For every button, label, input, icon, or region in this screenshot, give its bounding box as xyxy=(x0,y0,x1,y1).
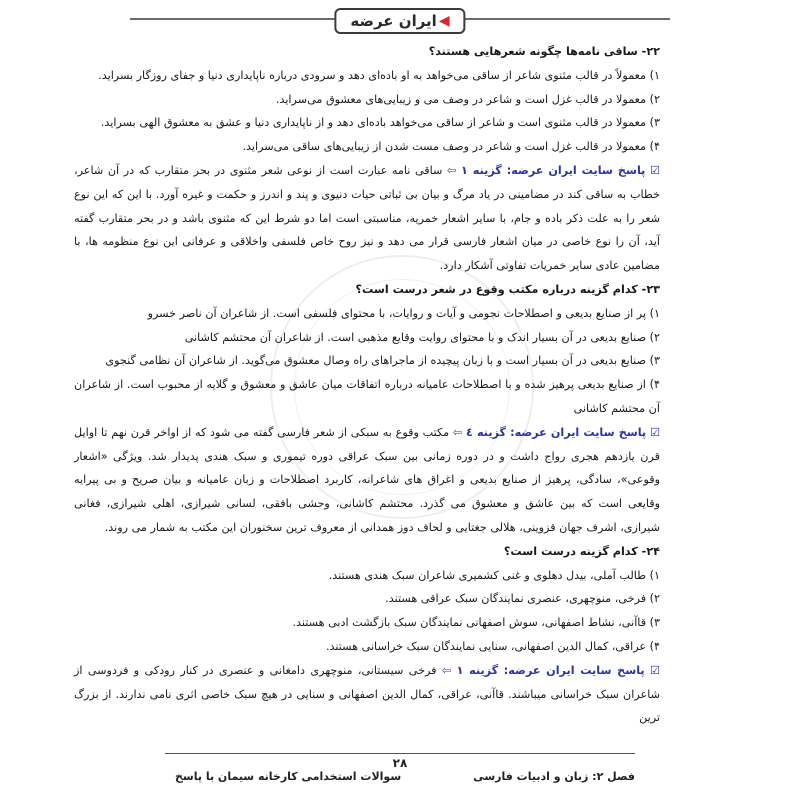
checkbox-icon: ☑ xyxy=(649,425,660,439)
option: ۴) از صنایع بدیعی پرهیز شده و با اصطلاحات عامیانه درباره اتفاقات میان عاشق و معشوق و گلایه از محبوب است. از شاعران آن محتشم کاشانی xyxy=(74,378,660,415)
arrow-left-icon: ⇦ xyxy=(447,163,457,177)
option: ۲) صنایع بدیعی در آن بسیار اندک و با محتوای روایت وقایع مذهبی است. از شاعران آن محتشم کاشانی xyxy=(184,330,660,344)
option: ۴) معمولا در قالب غزل است و شاعر در وصف مست شدن از زیبایی‌های ساقی می‌سراید. xyxy=(242,140,660,154)
option: ۳) قاآنی، نشاط اصفهانی، سوش اصفهانی نمایندگان سبک بازگشت ادبی هستند. xyxy=(292,616,660,630)
answer-text: مکتب وقوع به سبکی از شعر فارسی گفته می شود که از اواخر قرن نهم تا اوایل قرن یازدهم هجری رواج داشت و در دوره زمانی بین سبک عراقی دوره تیموری و سبک هندی پدیدار شد. ویژگی «اشعار وقوعی»، سادگی، پرهیز از صنایع بدیعی و اغراق های شاعرانه، کاربرد اصطلاحات و زبان عامیانه و بیان صریح و بی پیرایه وقایعی است که بین عاشق و معشوق می گذرد. محتشم کاشانی، وحشی بافقی، لسانی شیرازی، اهلی شیرازی، فغانی شیرازی، اشرف جهان قزوینی، هلالی جغتایی و لحاف دوز همدانی از معروف ترین سخنوران این مکتب به شمار می روند. xyxy=(74,425,660,534)
option: ۲) معمولا در قالب غزل است و شاعر در وصف می و زیبایی‌های معشوق می‌سراید. xyxy=(275,92,660,106)
question-title: ۲۳- کدام گزینه درباره مکتب وقوع در شعر درست است؟ xyxy=(355,282,660,296)
option: ۱) معمولاً در قالب مثنوی شاعر از ساقی می‌خواهد به او باده‌ای دهد و سرودی درباره ناپایداری دنیا و جفای روزگار بسراید. xyxy=(98,68,660,82)
option: ۳) صنایع بدیعی در آن بسیار است و با زبان پیچیده از ماجراهای راه وصال معشوق می‌گوید. از شاعران آن نظامی گنجوی xyxy=(105,354,660,368)
answer-text: فرخی سیستانی، منوچهری دامغانی و عنصری در کنار رودکی و فردوسی از شاعران سبک خراسانی میباشند. قاآنی، عراقی، کمال الدین اصفهانی و سنایی در هیچ سبک خاصی اثری نامی ندارند. از بزرگ ترین xyxy=(74,663,660,725)
page-number: ۲۸ xyxy=(392,756,408,770)
footer-book-title: سوالات استخدامی کارخانه سیمان با پاسخ xyxy=(175,770,402,783)
checkbox-icon: ☑ xyxy=(649,663,660,677)
question-title: ۲۲- ساقی نامه‌ها چگونه شعرهایی هستند؟ xyxy=(428,45,660,58)
answer-label: پاسخ سایت ایران عرضه: گزینه ۱ xyxy=(461,163,646,177)
option: ۲) فرخی، منوچهری، عنصری نمایندگان سبک عراقی هستند. xyxy=(385,592,660,606)
answer-paragraph xyxy=(74,659,660,730)
question-title: ۲۴- کدام گزینه درست است؟ xyxy=(503,544,660,558)
site-logo xyxy=(334,8,465,34)
footer-chapter: فصل ۲: زبان و ادبیات فارسی xyxy=(473,770,635,783)
answer-paragraph xyxy=(74,421,660,540)
option: ۱) طالب آملی، بیدل دهلوی و غنی کشمیری شاعران سبک هندی هستند. xyxy=(328,568,660,582)
checkbox-icon: ☑ xyxy=(649,163,660,177)
option: ۴) عراقی، کمال الدین اصفهانی، سنایی نمایندگان سبک خراسانی هستند. xyxy=(326,639,660,653)
logo-text: ایران عرضه xyxy=(350,12,437,30)
footer-rule xyxy=(165,753,635,754)
logo-arrow-icon: ◀ xyxy=(438,13,450,29)
arrow-left-icon: ⇦ xyxy=(441,663,452,677)
answer-label: پاسخ سایت ایران عرضه: گزینه ٤ xyxy=(466,425,647,439)
answer-paragraph xyxy=(74,159,660,278)
answer-label: پاسخ سایت ایران عرضه: گزینه ۱ xyxy=(456,663,645,677)
arrow-left-icon: ⇦ xyxy=(452,425,463,439)
option: ۱) پر از صنایع بدیعی و اصطلاحات نجومی و آیات و روایات، با محتوای فلسفی است. از شاعران آن ناصر خسرو xyxy=(147,306,660,320)
answer-text: ساقی نامه عبارت است از نوعی شعر مثنوی در بحر متقارب که در آن شاعر، خطاب به ساقی کند در مضامینی در یاد مرگ و بیان بی ثباتی حیات دنیوی و پند و اندرز و حکمت و غیره آورد. با این که این نوع شعر را به علت ذکر باده و جام، با سایر اشعار خمریه، مناسبتی است اما دو شرط این که مثنوی باشد و در بحر متقارب گفته آید، آن را نوع خاصی در میان اشعار فارسی قرار می دهد و نیز روح خاص فلسفی واخلاقی و عرفانی این نوع منظومه ها، با مضامین عادی سایر خمریات تفاوتی آشکار دارد. xyxy=(74,163,660,273)
option: ۳) معمولا در قالب مثنوی است و شاعر از ساقی می‌خواهد باده‌ای دهد و از ناپایداری دنیا و عشق به معشوق الهی بسراید. xyxy=(100,116,660,130)
document-body xyxy=(74,40,660,730)
